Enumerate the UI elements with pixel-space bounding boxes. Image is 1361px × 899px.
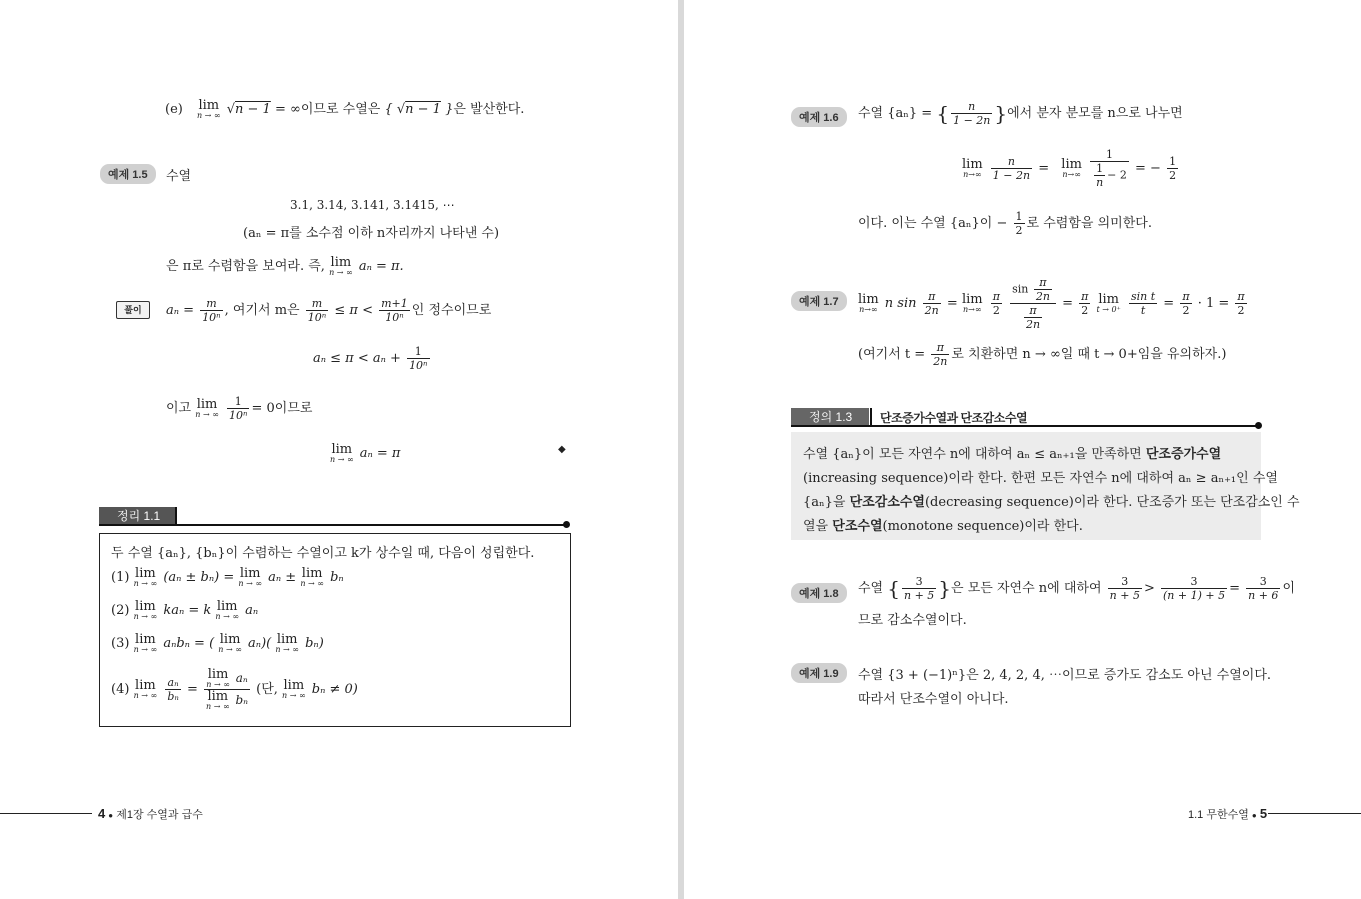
lim-operator: lim n → ∞ bbox=[329, 255, 353, 277]
definition-line-4: 열을 단조수열(monotone sequence)이라 한다. bbox=[803, 518, 1083, 534]
example-1-5-claim: 은 π로 수렴함을 보여라. 즉, lim n → ∞ aₙ = π. bbox=[166, 255, 404, 277]
footer-right: 1.1 무한수열 ● 5 bbox=[1188, 806, 1268, 821]
theorem-item-3: (3) lim n → ∞ aₙbₙ = ( lim n → ∞ aₙ)( lim n → ∞ bₙ) bbox=[111, 632, 324, 654]
example-1-7-badge: 예제 1.7 bbox=[791, 291, 847, 311]
example-1-6-conclusion: 이다. 이는 수열 {aₙ}이 − $\frac{1}{2}$ 로 수렴함을 의미한다. bbox=[858, 210, 1152, 237]
definition-line-1: 수열 {aₙ}이 모든 자연수 n에 대하여 aₙ ≤ aₙ₊₁을 만족하면 단조증가수열 bbox=[803, 446, 1222, 462]
theorem-intro: 두 수열 {aₙ}, {bₙ}이 수렴하는 수열이고 k가 상수일 때, 다음이 성립한다. bbox=[111, 546, 535, 561]
theorem-item-4: (4) lim n → ∞ $\frac{\text{aₙ}}{\text{bₙ}}$ = lim n → ∞ aₙ lim n → ∞ bₙ (단, lim n → ∞ bₙ ≠ 0) bbox=[111, 667, 358, 711]
definition-line-2: (increasing sequence)이라 한다. 한편 모든 자연수 n에 대하여 aₙ ≥ aₙ₊₁인 수열 bbox=[803, 471, 1278, 486]
example-1-8-badge: 예제 1.8 bbox=[791, 583, 847, 603]
solution-book-icon: 풀이 bbox=[116, 301, 150, 319]
definition-1-3-title: 단조증가수열과 단조감소수열 bbox=[880, 411, 1028, 425]
example-1-7-equation: lim n→∞ n sin $\frac{\pi}{2n}$ = lim n→∞ $\frac{\pi}{2}$ sin $\frac{\pi}{2n}$ $\frac{\pi}{2n}$ = $\frac{\pi}{2}$ lim t → 0⁺ $\frac{\text{sin t}}{t}$ = $\frac{\pi}{2}$ · 1 = $\frac{\pi}{2}$ bbox=[858, 276, 1245, 331]
example-1-9-badge: 예제 1.9 bbox=[791, 663, 847, 683]
definition-1-3-box bbox=[791, 432, 1300, 540]
section-title: 1.1 무한수열 bbox=[1188, 809, 1249, 821]
chapter-title: 제1장 수열과 급수 bbox=[116, 809, 203, 821]
example-1-8-line-2: 므로 감소수열이다. bbox=[858, 613, 967, 628]
footer-rule-left bbox=[0, 813, 92, 814]
part-e-line bbox=[165, 98, 524, 120]
example-1-8-line-1: 수열 { $\frac{3}{n + 5}$ }은 모든 자연수 n에 대하여 $\frac{3}{n + 5}$ > $\frac{3}{(n + 1) + 5}$ = $\frac{3}{n + 6}$ 이 bbox=[858, 575, 1295, 602]
example-1-6-line-1: 수열 {aₙ} = { $\frac{n}{1 - 2n}$ }에서 분자 분모를 n으로 나누면 bbox=[858, 100, 1183, 127]
solution-inequality: aₙ ≤ π < aₙ + $\frac{1}{\text{10ⁿ}}$ bbox=[313, 345, 428, 372]
page-number-right: 5 bbox=[1259, 806, 1268, 821]
definition-1-3-header: 정의 1.3 bbox=[791, 408, 869, 426]
theorem-1-1-box bbox=[99, 533, 571, 727]
solution-line-1: aₙ = $\frac{m}{\text{10ⁿ}}$ , 여기서 m은 $\frac{m}{\text{10ⁿ}}$ ≤ π < $\frac{m+1}{\text{10ⁿ}}$ 인 정수이므로 bbox=[166, 297, 492, 324]
theorem-item-1: (1) lim n → ∞ (aₙ ± bₙ) = lim n → ∞ aₙ ± lim n → ∞ bₙ bbox=[111, 566, 344, 588]
example-1-7-note: (여기서 t = $\frac{\pi}{2n}$ 로 치환하면 n → ∞일 때 t → 0+임을 유의하자.) bbox=[858, 341, 1227, 368]
example-1-5-badge: 예제 1.5 bbox=[100, 164, 156, 184]
example-1-9-line-2: 따라서 단조수열이 아니다. bbox=[858, 692, 1009, 707]
part-e-text: = ∞이므로 수열은 bbox=[274, 102, 381, 117]
footer-left: 4 ● 제1장 수열과 급수 bbox=[98, 806, 203, 821]
end-of-proof-mark: ◆ bbox=[558, 444, 566, 455]
part-e-label: (e) bbox=[165, 102, 183, 117]
example-1-6-equation: lim n→∞ $\frac{n}{1 - 2n}$ = lim n→∞ 1 $\frac{1}{n}$ − 2 = − $\frac{1}{2}$ bbox=[962, 148, 1177, 189]
theorem-rule bbox=[99, 524, 566, 526]
theorem-rule-tick bbox=[175, 507, 177, 525]
footer-rule-right bbox=[1268, 813, 1361, 814]
lim-operator: lim n → ∞ bbox=[330, 442, 354, 464]
theorem-1-1-header: 정리 1.1 bbox=[99, 507, 175, 525]
theorem-item-2: (2) lim n → ∞ kaₙ = k lim n → ∞ aₙ bbox=[111, 599, 259, 621]
part-e-end: 은 발산한다. bbox=[453, 102, 525, 117]
lim-operator: lim n → ∞ bbox=[196, 98, 221, 120]
page-number-left: 4 bbox=[98, 806, 106, 821]
solution-line-3: 이고 lim n → ∞ $\frac{1}{\text{10ⁿ}}$ = 0이므로 bbox=[166, 395, 313, 422]
theorem-rule-dot bbox=[563, 521, 570, 528]
sequence-note: (aₙ = π를 소수점 이하 n자리까지 나타낸 수) bbox=[243, 226, 500, 241]
sequence-values: 3.1, 3.14, 3.141, 3.1415, ⋯ bbox=[290, 198, 455, 212]
definition-line-3: {aₙ}을 단조감소수열(decreasing sequence)이라 한다. 단조증가 또는 단조감소인 수 bbox=[803, 494, 1300, 510]
definition-rule-tick bbox=[870, 408, 872, 426]
solution-conclusion: lim n → ∞ aₙ = π bbox=[330, 442, 401, 464]
sqrt-set: { √n − 1 } bbox=[384, 102, 454, 117]
sqrt-expression: √n − 1 bbox=[226, 102, 271, 117]
lim-operator: lim n → ∞ bbox=[195, 397, 219, 419]
example-1-6-badge: 예제 1.6 bbox=[791, 107, 847, 127]
definition-rule-dot bbox=[1255, 422, 1262, 429]
example-1-5-title: 수열 bbox=[166, 169, 192, 184]
example-1-9-line-1: 수열 {3 + (−1)ⁿ}은 2, 4, 2, 4, ⋯이므로 증가도 감소도 아닌 수열이다. bbox=[858, 668, 1272, 683]
definition-rule bbox=[791, 425, 1257, 427]
